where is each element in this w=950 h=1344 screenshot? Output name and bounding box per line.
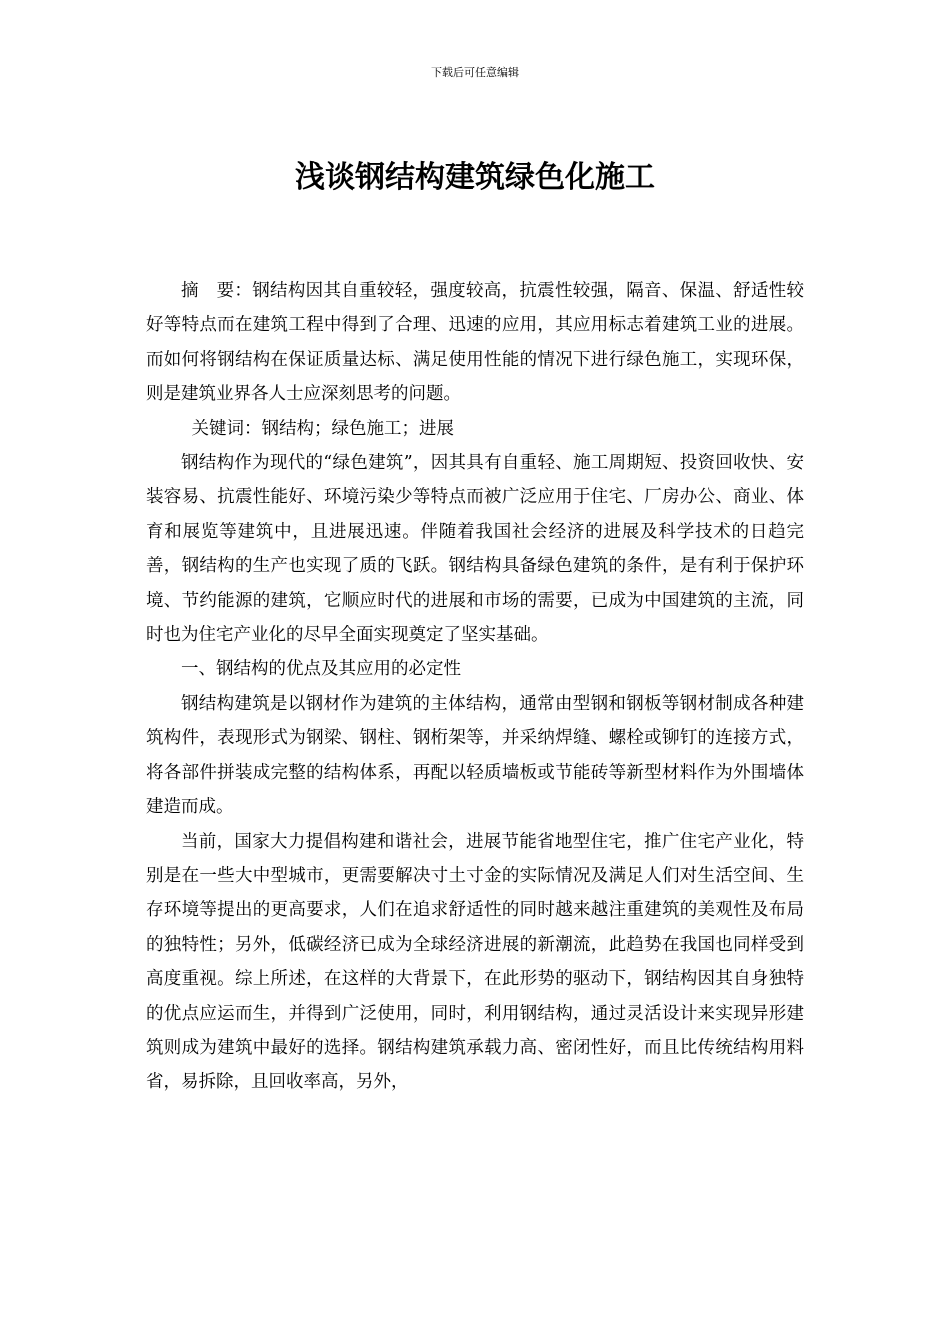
body-paragraph-2: 钢结构建筑是以钢材作为建筑的主体结构，通常由型钢和钢板等钢材制成各种建筑构件，表现形式为钢梁、钢柱、钢桁架等，并采纳焊缝、螺栓或铆钉的连接方式，将各部件拼装成完整的结构体系，再配以轻质墙板或节能砖等新型材料作为外围墙体建造而成。 [146, 693, 804, 818]
section-heading-1: 一、钢结构的优点及其应用的必定性 [181, 659, 461, 680]
keywords-paragraph: 关键词：钢结构；绿色施工；进展 [191, 418, 454, 439]
header-note: 下载后可任意编辑 [431, 66, 519, 79]
abstract-paragraph: 摘 要：钢结构因其自重较轻，强度较高，抗震性较强，隔音、保温、舒适性较好等特点而在建筑工程中得到了合理、迅速的应用，其应用标志着建筑工业的进展。而如何将钢结构在保证质量达标、满足使用性能的情况下进行绿色施工，实现环保，则是建筑业界各人士应深刻思考的问题。 [146, 281, 804, 405]
page-title: 浅谈钢结构建筑绿色化施工 [295, 160, 655, 195]
body-paragraph-3: 当前，国家大力提倡构建和谐社会，进展节能省地型住宅，推广住宅产业化，特别是在一些大中型城市，更需要解决寸土寸金的实际情况及满足人们对生活空间、生存环境等提出的更高要求，人们在追求舒适性的同时越来越注重建筑的美观性及布局的独特性；另外，低碳经济已成为全球经济进展的新潮流，此趋势在我国也同样受到高度重视。综上所述，在这样的大背景下，在此形势的驱动下，钢结构因其自身独特的优点应运而生，并得到广泛使用，同时，利用钢结构，通过灵活设计来实现异形建筑则成为建筑中最好的选择。钢结构建筑承载力高、密闭性好，而且比传统结构用料省，易拆除，且回收率高，另外， [146, 831, 804, 1093]
document-body [146, 274, 804, 1100]
body-paragraph-1: 钢结构作为现代的“绿色建筑”，因其具有自重轻、施工周期短、投资回收快、安装容易、抗震性能好、环境污染少等特点而被广泛应用于住宅、厂房办公、商业、体育和展览等建筑中，且进展迅速。伴随着我国社会经济的进展及科学技术的日趋完善，钢结构的生产也实现了质的飞跃。钢结构具备绿色建筑的条件，是有利于保护环境、节约能源的建筑，它顺应时代的进展和市场的需要，已成为中国建筑的主流，同时也为住宅产业化的尽早全面实现奠定了坚实基础。 [146, 453, 804, 646]
